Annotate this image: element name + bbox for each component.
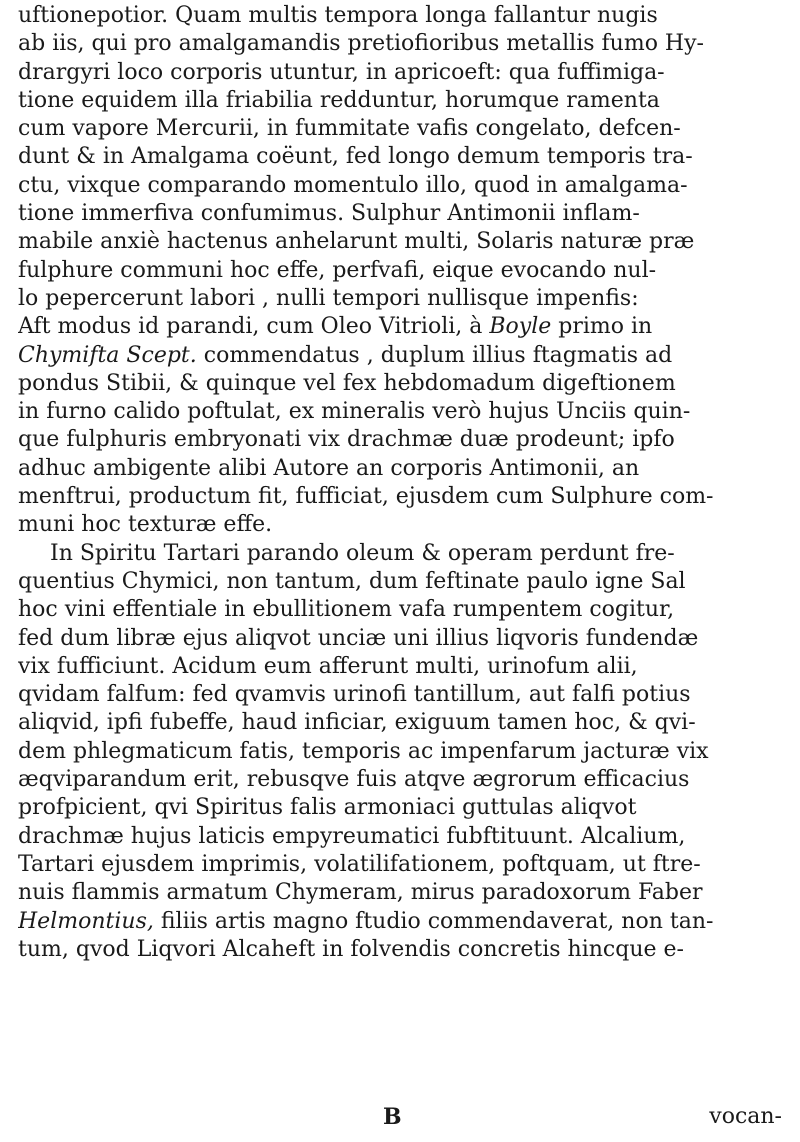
text-line: æqviparandum erit, rebusqve fuis atqve ægrorum efficacius <box>18 767 690 793</box>
page-footer <box>18 1104 788 1136</box>
text-segment: primo in <box>558 314 653 340</box>
text-line: aliqvid, ipfi fubeffe, haud inficiar, exiguum tamen hoc, & qvi- <box>18 710 696 736</box>
text-line: drachmæ hujus laticis empyreumatici fubftituunt. Alcalium, <box>18 823 686 849</box>
author-name: Boyle <box>489 314 552 340</box>
text-line: tione immerfiva confumimus. Sulphur Antimonii inflam- <box>18 201 640 227</box>
text-line: hoc vini effentiale in ebullitionem vafa rumpentem cogitur, <box>18 597 675 623</box>
text-segment: Aft modus id parandi, cum Oleo Vitrioli, à <box>18 314 483 340</box>
text-line: tione equidem illa friabilia redduntur, horumque ramenta <box>18 87 660 113</box>
body-text <box>18 2 788 964</box>
text-line: dunt & in Amalgama coëunt, fed longo demum temporis tra- <box>18 144 693 170</box>
text-line: profpicient, qvi Spiritus falis armoniaci guttulas aliqvot <box>18 795 637 821</box>
text-segment: filiis artis magno ftudio commendaverat, non tan- <box>160 908 714 934</box>
text-line: vix fufficiunt. Acidum eum afferunt multi, urinofum alii, <box>18 653 638 679</box>
text-line: qvidam falfum: fed qvamvis urinofi tantillum, aut falfi potius <box>18 682 691 708</box>
text-line: adhuc ambigente alibi Autore an corporis Antimonii, an <box>18 455 640 481</box>
text-line: tum, qvod Liqvori Alcaheft in folvendis concretis hincque e- <box>18 936 684 962</box>
catchword: vocan- <box>709 1104 782 1129</box>
text-line: ab iis, qui pro amalgamandis pretiofioribus metallis fumo Hy- <box>18 31 704 57</box>
text-line: muni hoc texturæ effe. <box>18 512 273 538</box>
text-line: drargyri loco corporis utuntur, in apricoeft: qua fuffimiga- <box>18 59 665 85</box>
text-line <box>18 313 788 341</box>
text-line: dem phlegmaticum fatis, temporis ac impenfarum jacturæ vix <box>18 738 709 764</box>
text-line: fulphure communi hoc effe, perfvafi, eique evocando nul- <box>18 257 657 283</box>
paragraph-start-line: In Spiritu Tartari parando oleum & operam perdunt fre- <box>50 540 675 566</box>
text-line: ctu, vixque comparando momentulo illo, quod in amalgama- <box>18 172 688 198</box>
text-line: quentius Chymici, non tantum, dum feftinate paulo igne Sal <box>18 568 686 594</box>
text-line: cum vapore Mercurii, in fummitate vafis congelato, defcen- <box>18 116 681 142</box>
book-title: Chymifta Scept. <box>18 342 197 368</box>
text-line: pondus Stibii, & quinque vel fex hebdomadum digeftionem <box>18 370 676 396</box>
author-name: Helmontius, <box>18 908 154 934</box>
signature-mark: B <box>383 1104 402 1130</box>
text-line: que fulphuris embryonati vix drachmæ duæ prodeunt; ipfo <box>18 427 675 453</box>
text-segment: commendatus , duplum illius ftagmatis ad <box>203 342 673 368</box>
text-line: uftionepotior. Quam multis tempora longa fallantur nugis <box>18 3 658 28</box>
text-line <box>18 342 788 370</box>
text-line: lo pepercerunt labori , nulli tempori nullisque impenfis: <box>18 285 639 311</box>
text-line: nuis flammis armatum Chymeram, mirus paradoxorum Faber <box>18 880 703 906</box>
text-line: menftrui, productum fit, fufficiat, ejusdem cum Sulphure com- <box>18 484 714 510</box>
text-line: mabile anxiè hactenus anhelarunt multi, Solaris naturæ præ <box>18 229 695 255</box>
text-line: in furno calido poftulat, ex mineralis verò hujus Unciis quin- <box>18 399 691 425</box>
text-line <box>18 908 788 936</box>
text-line: fed dum libræ ejus aliqvot unciæ uni illius liqvoris fundendæ <box>18 625 699 651</box>
text-line: Tartari ejusdem imprimis, volatilifationem, poftquam, ut ftre- <box>18 851 701 877</box>
